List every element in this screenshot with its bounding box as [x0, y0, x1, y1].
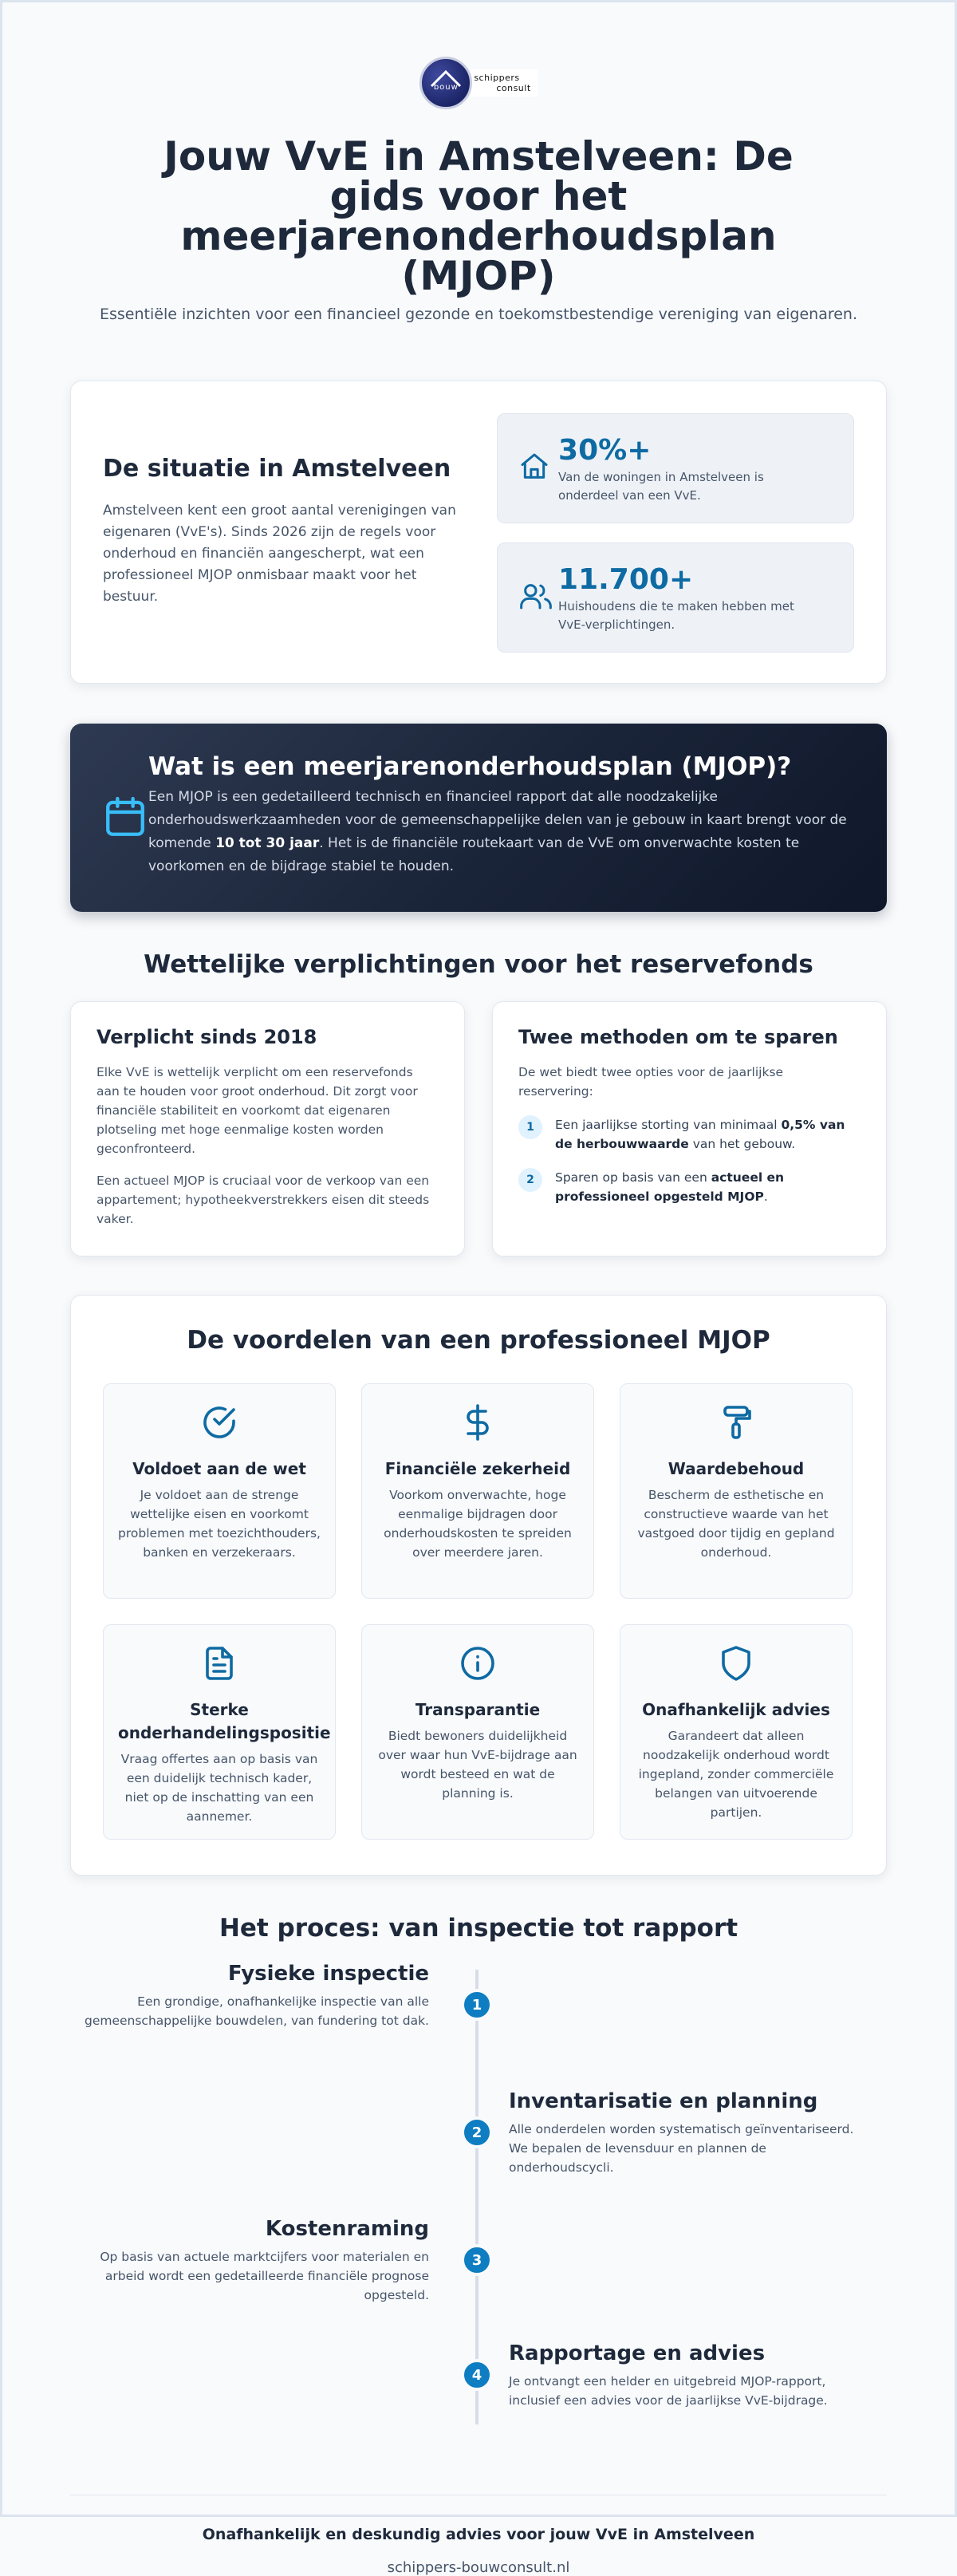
situation-stats [497, 413, 854, 651]
benefit-title: Onafhankelijk advies [642, 1700, 830, 1719]
timeline-line [475, 1970, 478, 2424]
legal-left-heading: Verplicht sinds 2018 [96, 1026, 317, 1048]
saving-methods-card [492, 1001, 887, 1256]
benefit-title: Sterke onderhandelingspositie [118, 1700, 331, 1742]
method-item [518, 1168, 861, 1206]
step-description: Alle onderdelen worden systematisch geïnventariseerd. We bepalen de levensduur en plannen de onderhoudscycli. [509, 2122, 854, 2175]
method-number-badge: 1 [518, 1115, 542, 1139]
benefit-item [103, 1624, 336, 1840]
step-description: Je ontvangt een helder en uitgebreid MJOP-rapport, inclusief een advies voor de jaarlijkse VvE-bijdrage. [509, 2374, 828, 2408]
stat-description: Van de woningen in Amstelveen is onderdeel van een VvE. [558, 470, 764, 503]
shield-icon [635, 1644, 837, 1684]
page-subtitle: Essentiële inzichten voor een financieel gezonde en toekomstbestendige vereniging van eigenaren. [100, 306, 857, 323]
legal-left-paragraph-1: Elke VvE is wettelijk verplicht om een reservefonds aan te houden voor groot onderhoud. Dit zorgt voor financiële stabiliteit en voorkomt dat eigenaren plotseling met hoge eenmalige kosten worden geconfronteerd. [96, 1065, 418, 1156]
legal-right-intro: De wet biedt twee opties voor de jaarlijkse reservering: [518, 1065, 784, 1099]
stat-description: Huishoudens die te maken hebben met VvE-verplichtingen. [558, 599, 794, 632]
benefit-item [620, 1383, 853, 1599]
benefit-text: Voorkom onverwachte, hoge eenmalige bijdragen door onderhoudskosten te spreiden over meerdere jaren. [384, 1488, 572, 1560]
benefit-text: Vraag offertes aan op basis van een duidelijk technisch kader, niet op de inschatting van een aannemer. [120, 1752, 318, 1824]
benefit-title: Voldoet aan de wet [132, 1459, 306, 1478]
home-icon [518, 435, 558, 486]
step-text [509, 2341, 868, 2410]
footer-tagline: Onafhankelijk en deskundig advies voor jouw VvE in Amstelveen [202, 2526, 755, 2543]
benefit-title: Financiële zekerheid [384, 1459, 571, 1478]
legal-right-heading: Twee methoden om te sparen [518, 1026, 838, 1048]
brand-logo[interactable] [419, 55, 537, 111]
step-number: 3 [461, 2244, 493, 2276]
logo-circle-text: bouw [433, 82, 459, 92]
footer [70, 2495, 887, 2576]
process-timeline [70, 1962, 887, 2456]
benefit-title: Waardebehoud [668, 1459, 805, 1478]
method-item [518, 1115, 861, 1154]
process-title: Het proces: van inspectie tot rapport [219, 1914, 738, 1943]
stat-card-households-share [497, 413, 854, 523]
step-text [509, 2089, 868, 2177]
stat-number: 11.700+ [558, 563, 694, 596]
benefit-text: Biedt bewoners duidelijkheid over waar hun VvE-bijdrage aan wordt besteed en wat de planning is. [378, 1729, 577, 1801]
step-title: Kostenraming [265, 2217, 429, 2241]
info-icon [376, 1644, 579, 1684]
benefit-text: Garandeert dat alleen noodzakelijk onderhoud wordt ingepland, zonder commerciële belangen van uitvoerende partijen. [638, 1729, 834, 1820]
banner-paragraph: Een MJOP is een gedetailleerd technisch en financieel rapport dat alle noodzakelijke onderhoudswerkzaamheden voor de gemeenschappelijke delen van je gebouw in kaart brengt voor de komende 10 tot 30 jaar. Het is de financiële routekaart van de VvE om onverwachte kosten te voorkomen en de bijdrage stabiel te houden. [148, 789, 847, 874]
content [70, 2, 887, 2576]
legal-cards [70, 1001, 887, 1256]
stat-card-households-count [497, 542, 854, 653]
check-circle-icon [118, 1403, 321, 1443]
benefits-title: De voordelen van een professioneel MJOP [187, 1326, 770, 1355]
step-number: 2 [461, 2116, 493, 2148]
header-logo-area [70, 2, 887, 111]
step-number: 4 [461, 2359, 493, 2391]
method-text: Sparen op basis van een actueel en professioneel opgesteld MJOP. [555, 1170, 785, 1204]
benefit-text: Bescherm de esthetische en constructieve waarde van het vastgoed door tijdig en gepland onderhoud. [637, 1488, 835, 1560]
logo-word-top: schippers [474, 73, 520, 83]
method-text: Een jaarlijkse storting van minimaal 0,5% van de herbouwwaarde van het gebouw. [555, 1118, 845, 1151]
step-title: Rapportage en advies [509, 2341, 766, 2365]
page-title: Jouw VvE in Amstelveen: De gids voor het meerjarenonderhoudsplan (MJOP) [163, 133, 794, 299]
step-title: Fysieke inspectie [227, 1962, 429, 1986]
footer-website-link[interactable]: schippers-bouwconsult.nl [387, 2559, 570, 2576]
logo-word-bottom: consult [496, 83, 531, 93]
logo-emblem [419, 57, 472, 109]
logo-wordmark [464, 69, 537, 97]
situation-paragraph: Amstelveen kent een groot aantal verenigingen van eigenaren (VvE's). Sinds 2026 zijn de regels voor onderhoud en financiën aangescherpt, wat een professioneel MJOP onmisbaar maakt voor het bestuur. [103, 503, 456, 605]
benefit-item [620, 1624, 853, 1840]
benefit-item [361, 1624, 594, 1840]
situation-card [70, 381, 887, 684]
step-number: 1 [461, 1989, 493, 2021]
stat-body [558, 564, 821, 634]
situation-heading: De situatie in Amstelveen [103, 455, 451, 483]
step-text [70, 2217, 429, 2305]
benefit-text: Je voldoet aan de strenge wettelijke eisen en voorkomt problemen met toezichthouders, banken en verzekeraars. [118, 1488, 321, 1560]
legal-obligation-card [70, 1001, 465, 1256]
paint-roller-icon [635, 1403, 837, 1443]
benefit-item [103, 1383, 336, 1599]
step-description: Een grondige, onafhankelijke inspectie van alle gemeenschappelijke bouwdelen, van fundering tot dak. [84, 1994, 429, 2028]
benefit-item [361, 1383, 594, 1599]
step-title: Inventarisatie en planning [509, 2089, 818, 2113]
legal-section-title: Wettelijke verplichtingen voor het reservefonds [144, 950, 813, 979]
step-description: Op basis van actuele marktcijfers voor materialen en arbeid wordt een gedetailleerde financiële prognose opgesteld. [100, 2250, 429, 2302]
stat-number: 30%+ [558, 434, 652, 467]
legal-left-paragraph-2: Een actueel MJOP is cruciaal voor de verkoop van een appartement; hypotheekverstrekkers eisen dit steeds vaker. [96, 1174, 430, 1226]
benefits-grid [103, 1383, 854, 1840]
stat-body [558, 435, 821, 505]
step-text [70, 1962, 429, 2030]
banner-heading: Wat is een meerjarenonderhoudsplan (MJOP)? [148, 752, 792, 781]
situation-text [103, 413, 457, 651]
banner-highlight: 10 tot 30 jaar [215, 835, 320, 851]
mjop-definition-banner [70, 724, 887, 912]
calendar-icon [102, 752, 148, 883]
benefit-title: Transparantie [415, 1700, 541, 1719]
document-icon [118, 1644, 321, 1684]
dollar-icon [376, 1403, 579, 1443]
users-icon [518, 564, 558, 615]
benefits-card [70, 1295, 887, 1876]
banner-text [148, 752, 855, 883]
method-number-badge: 2 [518, 1168, 542, 1192]
